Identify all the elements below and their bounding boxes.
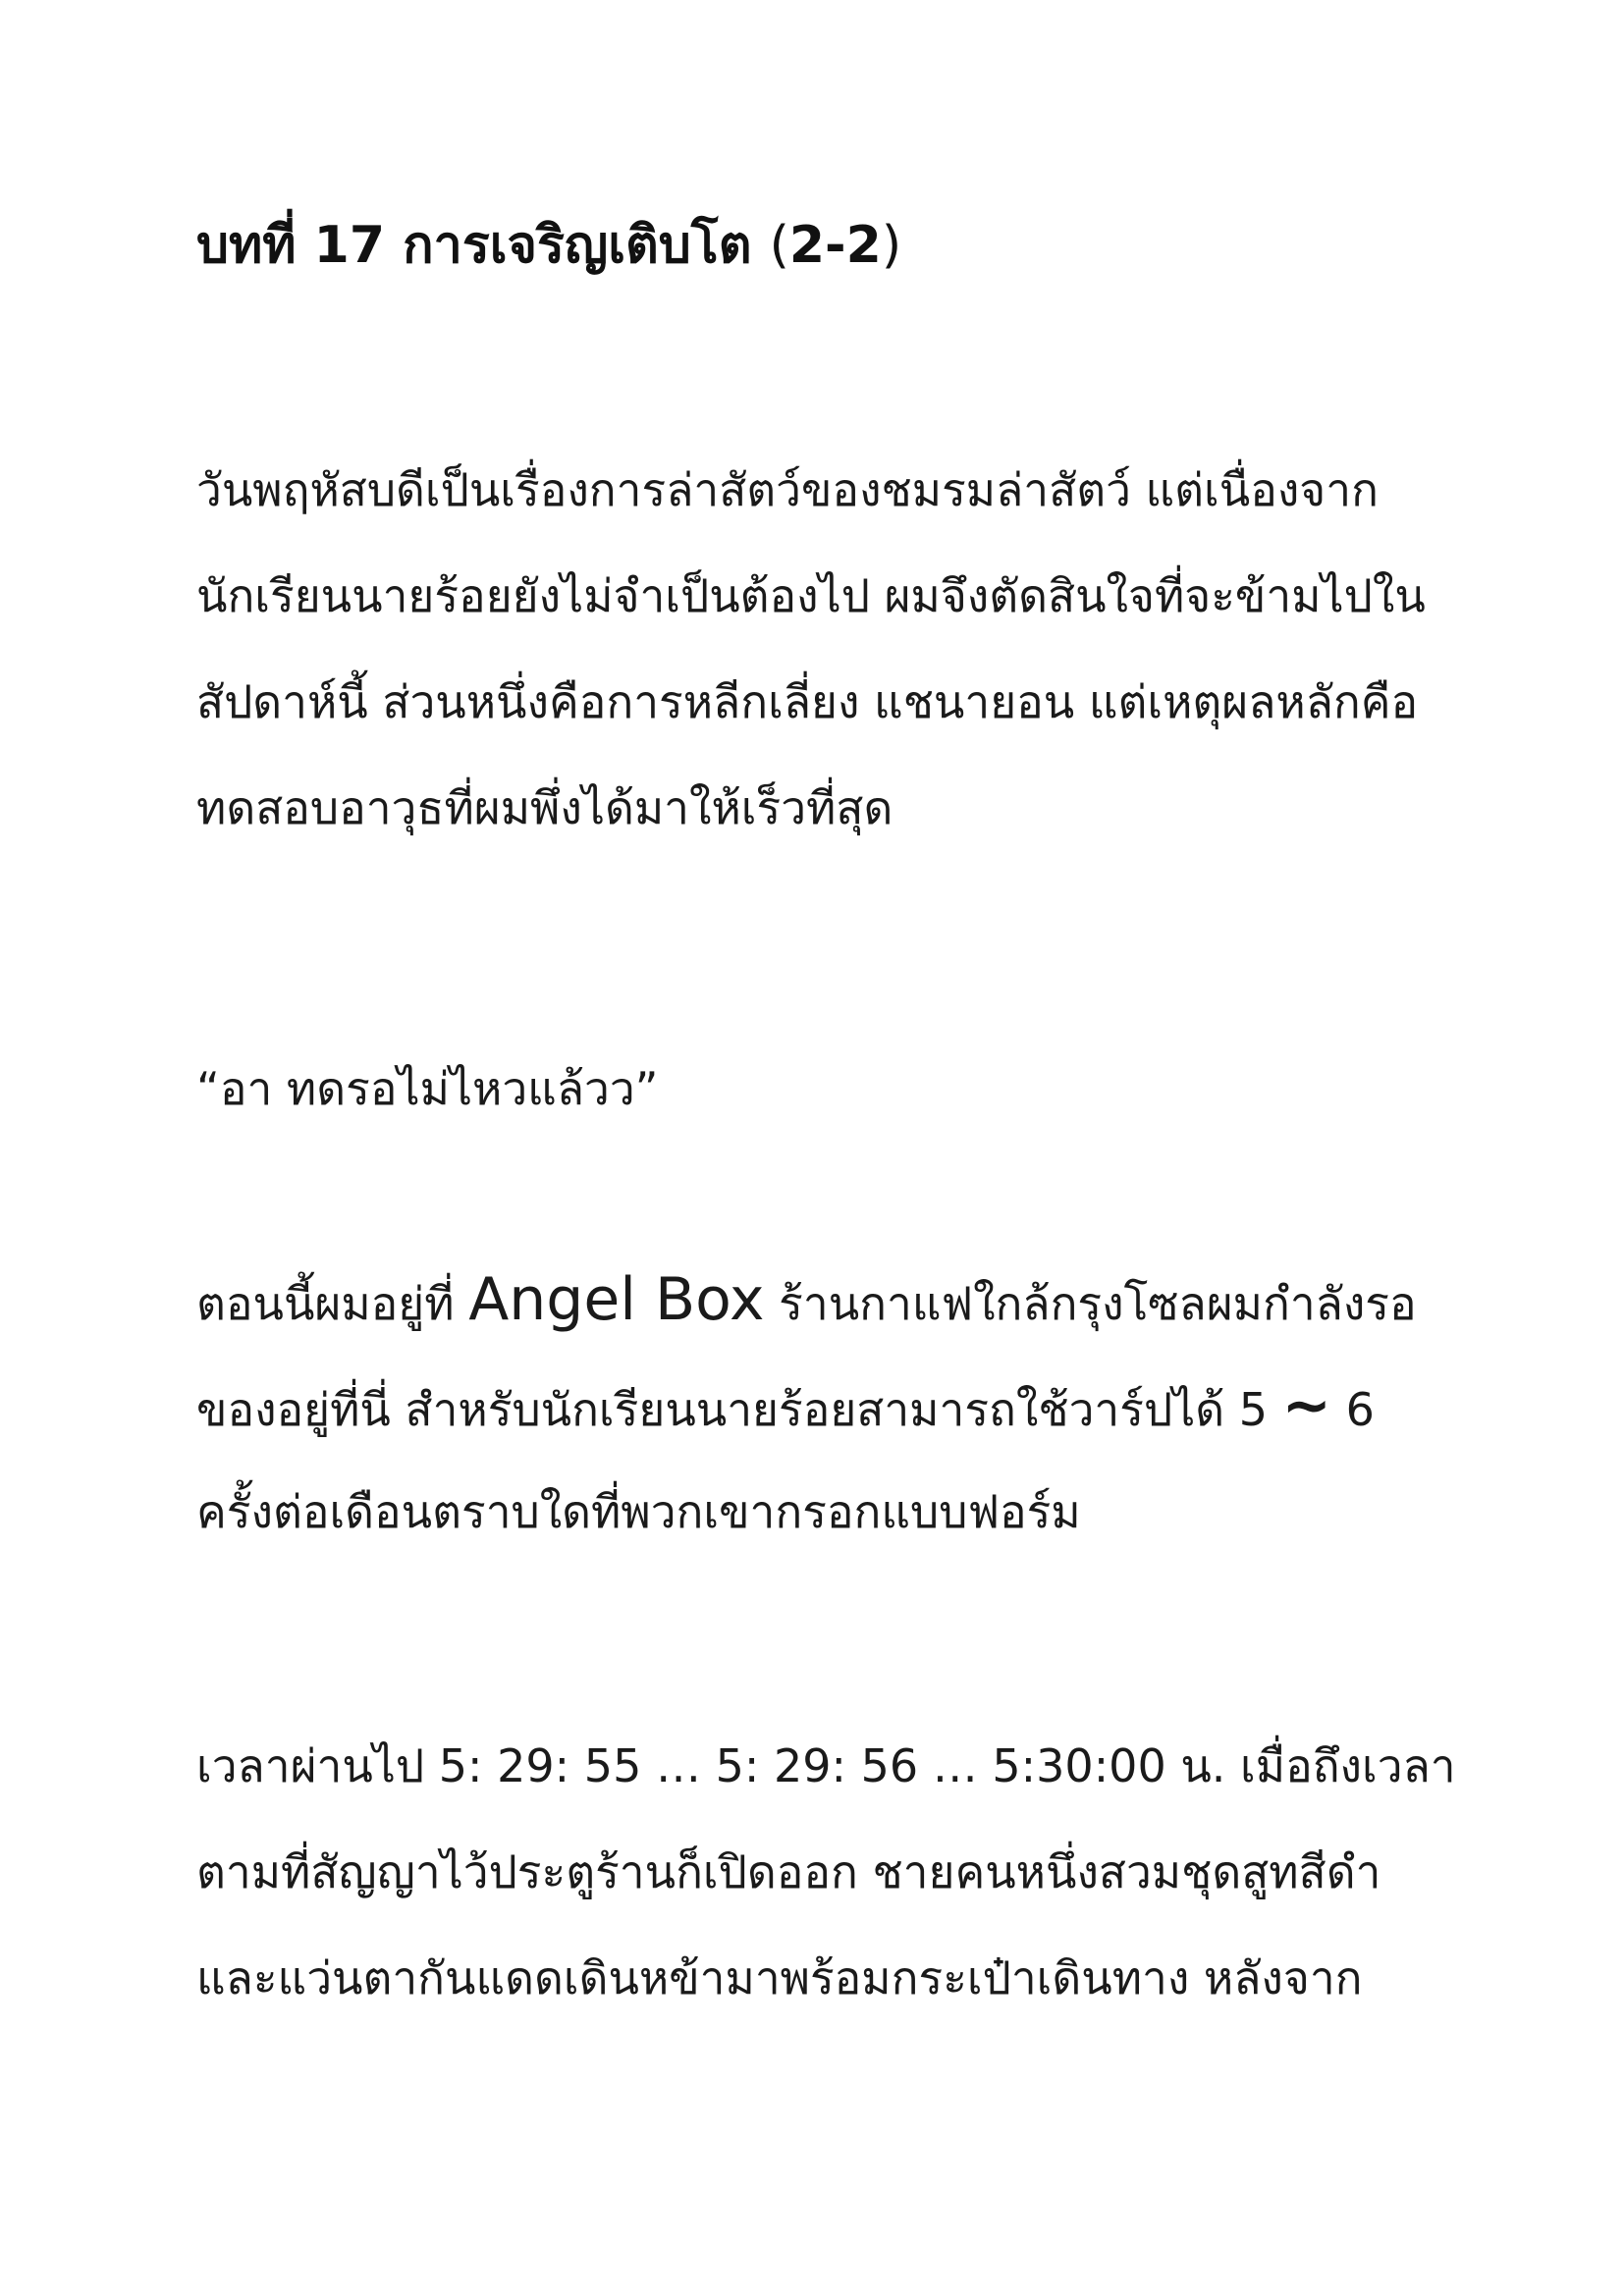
tilde-symbol: ~ [1281, 1371, 1331, 1440]
paragraph-1 [196, 437, 1473, 861]
paragraph-3 [196, 1247, 1473, 1565]
chapter-title-open-paren: ( [769, 216, 789, 275]
text-run: ตอนนี้ผมอยู่ที่ [196, 1277, 469, 1330]
paragraph-line [196, 1247, 1473, 1353]
paragraph-line: “อา ทดรอไม่ไหวแล้วว” [196, 1062, 659, 1115]
paragraph-line: นักเรียนนายร้อยยังไม่จำเป็นต้องไป ผมจึงตัดสินใจที่จะข้ามไปใน [196, 569, 1426, 622]
text-run: ร้านกาแฟใกล้กรุงโซลผมกำลังรอ [764, 1277, 1417, 1330]
brand-name: Angel Box [468, 1265, 765, 1334]
paragraph-line: ครั้งต่อเดือนตราบใดที่พวกเขากรอกแบบฟอร์ม [196, 1485, 1081, 1538]
paragraph-line: สัปดาห์นี้ ส่วนหนึ่งคือการหลีกเลี่ยง แชนายอน แต่เหตุผลหลักคือ [196, 675, 1419, 728]
text-run: ของอยู่ที่นี่ สำหรับนักเรียนนายร้อยสามารถใช้วาร์ปได้ 5 [196, 1383, 1282, 1436]
paragraph-line: ตามที่สัญญาไว้ประตูร้านก็เปิดออก ชายคนหนึ่งสวมชุดสูทสีดำ [196, 1845, 1381, 1898]
paragraph-line [196, 1353, 1473, 1459]
paragraph-4 [196, 1713, 1473, 2031]
text-run: 6 [1330, 1383, 1375, 1436]
chapter-title-part: 2-2 [788, 216, 882, 275]
chapter-title-main: บทที่ 17 การเจริญเติบโต [196, 216, 770, 275]
paragraph-line: เวลาผ่านไป 5: 29: 55 … 5: 29: 56 … 5:30:00 น. เมื่อถึงเวลา [196, 1739, 1456, 1792]
paragraph-line: วันพฤหัสบดีเป็นเรื่องการล่าสัตว์ของชมรมล่าสัตว์ แต่เนื่องจาก [196, 463, 1379, 516]
dialogue-line [196, 1036, 1473, 1142]
paragraph-line: และแว่นตากันแดดเดินหข้ามาพร้อมกระเป๋าเดินทาง หลังจาก [196, 1951, 1363, 2004]
chapter-title [196, 196, 901, 294]
chapter-title-close-paren: ) [881, 216, 902, 275]
paragraph-line: ทดสอบอาวุธที่ผมพึ่งได้มาให้เร็วที่สุด [196, 781, 893, 834]
